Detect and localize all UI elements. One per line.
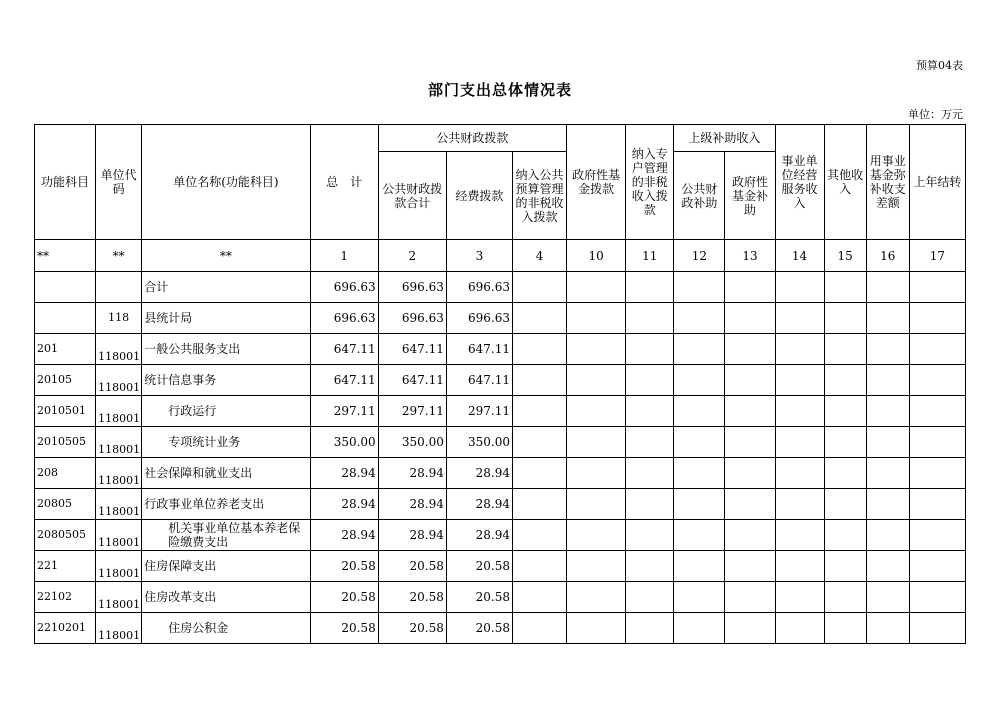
empty-cell	[626, 489, 674, 520]
func-code-cell: 22102	[35, 582, 96, 613]
empty-cell	[725, 551, 775, 582]
index-cell: 11	[626, 240, 674, 272]
funding-cell: 20.58	[446, 551, 512, 582]
unit-code-cell: 118001	[96, 396, 142, 427]
empty-cell	[775, 551, 824, 582]
empty-cell	[909, 334, 965, 365]
unit-name-cell: 机关事业单位基本养老保险缴费支出	[142, 520, 310, 551]
empty-cell	[824, 303, 866, 334]
empty-cell	[512, 303, 566, 334]
func-code-cell: 20805	[35, 489, 96, 520]
fiscal-total-cell: 647.11	[378, 365, 446, 396]
table-row	[35, 365, 966, 396]
empty-cell	[512, 396, 566, 427]
empty-cell	[775, 520, 824, 551]
empty-cell	[866, 613, 909, 644]
empty-cell	[626, 551, 674, 582]
header-func-subject: 功能科目	[35, 125, 96, 240]
funding-cell: 28.94	[446, 520, 512, 551]
empty-cell	[725, 303, 775, 334]
header-superior-subsidy: 上级补助收入	[674, 125, 775, 152]
empty-cell	[626, 582, 674, 613]
empty-cell	[674, 365, 725, 396]
table-row	[35, 613, 966, 644]
table-row	[35, 272, 966, 303]
empty-cell	[512, 365, 566, 396]
empty-cell	[775, 334, 824, 365]
expenditure-table	[34, 124, 966, 644]
empty-cell	[512, 272, 566, 303]
empty-cell	[567, 551, 626, 582]
table-row	[35, 427, 966, 458]
funding-cell: 20.58	[446, 582, 512, 613]
index-cell: 4	[512, 240, 566, 272]
unit-code-cell: 118001	[96, 365, 142, 396]
empty-cell	[824, 334, 866, 365]
total-cell: 350.00	[310, 427, 378, 458]
func-code-cell	[35, 272, 96, 303]
index-cell: **	[35, 240, 96, 272]
header-public-fiscal-total: 公共财政拨款合计	[378, 152, 446, 240]
empty-cell	[626, 458, 674, 489]
header-business-income: 事业单位经营服务收入	[775, 125, 824, 240]
index-cell: **	[142, 240, 310, 272]
empty-cell	[512, 489, 566, 520]
empty-cell	[866, 334, 909, 365]
empty-cell	[674, 582, 725, 613]
empty-cell	[674, 613, 725, 644]
total-cell: 28.94	[310, 489, 378, 520]
empty-cell	[909, 489, 965, 520]
empty-cell	[512, 458, 566, 489]
fiscal-total-cell: 20.58	[378, 582, 446, 613]
total-cell: 297.11	[310, 396, 378, 427]
header-special-nontax: 纳入专户管理的非税收入拨款	[626, 125, 674, 240]
funding-cell: 28.94	[446, 489, 512, 520]
func-code-cell: 201	[35, 334, 96, 365]
empty-cell	[866, 303, 909, 334]
page-title: 部门支出总体情况表	[427, 81, 572, 99]
empty-cell	[626, 613, 674, 644]
empty-cell	[567, 272, 626, 303]
unit-code-cell: 118001	[96, 551, 142, 582]
empty-cell	[674, 303, 725, 334]
empty-cell	[775, 427, 824, 458]
column-index-row	[35, 240, 966, 272]
unit-name-cell: 行政事业单位养老支出	[142, 489, 310, 520]
index-cell: 13	[725, 240, 775, 272]
empty-cell	[909, 613, 965, 644]
empty-cell	[725, 613, 775, 644]
unit-code-cell: 118001	[96, 334, 142, 365]
empty-cell	[626, 365, 674, 396]
empty-cell	[775, 303, 824, 334]
unit-code-cell	[96, 272, 142, 303]
empty-cell	[567, 303, 626, 334]
empty-cell	[909, 582, 965, 613]
funding-cell: 647.11	[446, 365, 512, 396]
empty-cell	[512, 427, 566, 458]
fiscal-total-cell: 350.00	[378, 427, 446, 458]
funding-cell: 647.11	[446, 334, 512, 365]
fiscal-total-cell: 28.94	[378, 520, 446, 551]
header-public-fiscal-subsidy: 公共财政补助	[674, 152, 725, 240]
fiscal-total-cell: 696.63	[378, 303, 446, 334]
total-cell: 20.58	[310, 613, 378, 644]
empty-cell	[512, 613, 566, 644]
unit-name-cell: 社会保障和就业支出	[142, 458, 310, 489]
total-cell: 696.63	[310, 272, 378, 303]
empty-cell	[824, 582, 866, 613]
func-code-cell	[35, 303, 96, 334]
total-cell: 647.11	[310, 365, 378, 396]
unit-name-cell: 统计信息事务	[142, 365, 310, 396]
empty-cell	[725, 582, 775, 613]
table-row	[35, 334, 966, 365]
index-cell: 12	[674, 240, 725, 272]
empty-cell	[775, 396, 824, 427]
header-unit-code: 单位代码	[96, 125, 142, 240]
empty-cell	[674, 489, 725, 520]
empty-cell	[909, 396, 965, 427]
funding-cell: 696.63	[446, 272, 512, 303]
funding-cell: 350.00	[446, 427, 512, 458]
empty-cell	[626, 520, 674, 551]
func-code-cell: 2010501	[35, 396, 96, 427]
empty-cell	[725, 396, 775, 427]
total-cell: 696.63	[310, 303, 378, 334]
empty-cell	[824, 427, 866, 458]
func-code-cell: 2210201	[35, 613, 96, 644]
unit-name-cell: 县统计局	[142, 303, 310, 334]
unit-name-cell: 一般公共服务支出	[142, 334, 310, 365]
empty-cell	[866, 458, 909, 489]
header-unit-name: 单位名称(功能科目)	[142, 125, 310, 240]
funding-cell: 297.11	[446, 396, 512, 427]
unit-code-cell: 118001	[96, 427, 142, 458]
unit-code-cell: 118001	[96, 458, 142, 489]
empty-cell	[909, 520, 965, 551]
empty-cell	[567, 520, 626, 551]
index-cell: 16	[866, 240, 909, 272]
fiscal-total-cell: 297.11	[378, 396, 446, 427]
unit-name-cell: 专项统计业务	[142, 427, 310, 458]
header-gov-fund: 政府性基金拨款	[567, 125, 626, 240]
empty-cell	[567, 613, 626, 644]
header-nontax-budget: 纳入公共预算管理的非税收入拨款	[512, 152, 566, 240]
empty-cell	[567, 489, 626, 520]
unit-code-cell: 118001	[96, 520, 142, 551]
empty-cell	[674, 551, 725, 582]
header-public-fiscal: 公共财政拨款	[378, 125, 566, 152]
fiscal-total-cell: 28.94	[378, 489, 446, 520]
unit-code-cell: 118	[96, 303, 142, 334]
empty-cell	[512, 551, 566, 582]
empty-cell	[626, 272, 674, 303]
total-cell: 20.58	[310, 582, 378, 613]
funding-cell: 696.63	[446, 303, 512, 334]
empty-cell	[866, 489, 909, 520]
empty-cell	[674, 427, 725, 458]
table-row	[35, 520, 966, 551]
header-last-year: 上年结转	[909, 125, 965, 240]
table-row	[35, 303, 966, 334]
total-cell: 28.94	[310, 458, 378, 489]
empty-cell	[866, 520, 909, 551]
func-code-cell: 221	[35, 551, 96, 582]
empty-cell	[674, 458, 725, 489]
empty-cell	[567, 427, 626, 458]
empty-cell	[725, 272, 775, 303]
table-row	[35, 458, 966, 489]
func-code-cell: 20105	[35, 365, 96, 396]
empty-cell	[725, 427, 775, 458]
empty-cell	[674, 272, 725, 303]
index-cell: 1	[310, 240, 378, 272]
index-cell: 15	[824, 240, 866, 272]
empty-cell	[626, 396, 674, 427]
fiscal-total-cell: 20.58	[378, 613, 446, 644]
unit-code-cell: 118001	[96, 582, 142, 613]
empty-cell	[626, 427, 674, 458]
table-row	[35, 551, 966, 582]
empty-cell	[824, 520, 866, 551]
empty-cell	[567, 334, 626, 365]
fiscal-total-cell: 20.58	[378, 551, 446, 582]
unit-name-cell: 住房保障支出	[142, 551, 310, 582]
total-cell: 647.11	[310, 334, 378, 365]
empty-cell	[866, 272, 909, 303]
fiscal-total-cell: 647.11	[378, 334, 446, 365]
header-fund-balance: 用事业基金弥补收支差额	[866, 125, 909, 240]
unit-name-cell: 住房公积金	[142, 613, 310, 644]
empty-cell	[909, 365, 965, 396]
funding-cell: 28.94	[446, 458, 512, 489]
empty-cell	[866, 396, 909, 427]
empty-cell	[674, 396, 725, 427]
index-cell: 10	[567, 240, 626, 272]
empty-cell	[674, 520, 725, 551]
empty-cell	[725, 365, 775, 396]
empty-cell	[824, 272, 866, 303]
funding-cell: 20.58	[446, 613, 512, 644]
index-cell: 14	[775, 240, 824, 272]
empty-cell	[567, 396, 626, 427]
empty-cell	[866, 365, 909, 396]
total-cell: 20.58	[310, 551, 378, 582]
header-gov-fund-subsidy: 政府性基金补助	[725, 152, 775, 240]
unit-name-cell: 行政运行	[142, 396, 310, 427]
empty-cell	[775, 613, 824, 644]
table-row	[35, 489, 966, 520]
empty-cell	[775, 458, 824, 489]
empty-cell	[512, 334, 566, 365]
empty-cell	[824, 458, 866, 489]
empty-cell	[626, 303, 674, 334]
unit-code-cell: 118001	[96, 613, 142, 644]
unit-name-cell: 住房改革支出	[142, 582, 310, 613]
fiscal-total-cell: 696.63	[378, 272, 446, 303]
empty-cell	[725, 489, 775, 520]
empty-cell	[512, 520, 566, 551]
empty-cell	[775, 489, 824, 520]
empty-cell	[512, 582, 566, 613]
empty-cell	[775, 582, 824, 613]
empty-cell	[824, 489, 866, 520]
index-cell: 3	[446, 240, 512, 272]
func-code-cell: 2010505	[35, 427, 96, 458]
empty-cell	[866, 427, 909, 458]
table-row	[35, 396, 966, 427]
empty-cell	[824, 365, 866, 396]
empty-cell	[567, 582, 626, 613]
header-funding: 经费拨款	[446, 152, 512, 240]
empty-cell	[866, 582, 909, 613]
empty-cell	[909, 551, 965, 582]
func-code-cell: 2080505	[35, 520, 96, 551]
empty-cell	[909, 272, 965, 303]
header-other-income: 其他收入	[824, 125, 866, 240]
empty-cell	[674, 334, 725, 365]
empty-cell	[824, 613, 866, 644]
empty-cell	[909, 458, 965, 489]
empty-cell	[824, 396, 866, 427]
empty-cell	[775, 365, 824, 396]
index-cell: 17	[909, 240, 965, 272]
index-cell: 2	[378, 240, 446, 272]
empty-cell	[775, 272, 824, 303]
empty-cell	[909, 427, 965, 458]
unit-label: 单位：万元	[908, 108, 963, 121]
fiscal-total-cell: 28.94	[378, 458, 446, 489]
table-row	[35, 582, 966, 613]
header-total: 总 计	[310, 125, 378, 240]
func-code-cell: 208	[35, 458, 96, 489]
form-number: 预算04表	[916, 59, 963, 72]
total-cell: 28.94	[310, 520, 378, 551]
index-cell: **	[96, 240, 142, 272]
empty-cell	[866, 551, 909, 582]
empty-cell	[824, 551, 866, 582]
empty-cell	[725, 458, 775, 489]
empty-cell	[909, 303, 965, 334]
empty-cell	[725, 334, 775, 365]
unit-code-cell: 118001	[96, 489, 142, 520]
empty-cell	[567, 365, 626, 396]
empty-cell	[626, 334, 674, 365]
empty-cell	[725, 520, 775, 551]
empty-cell	[567, 458, 626, 489]
unit-name-cell: 合计	[142, 272, 310, 303]
